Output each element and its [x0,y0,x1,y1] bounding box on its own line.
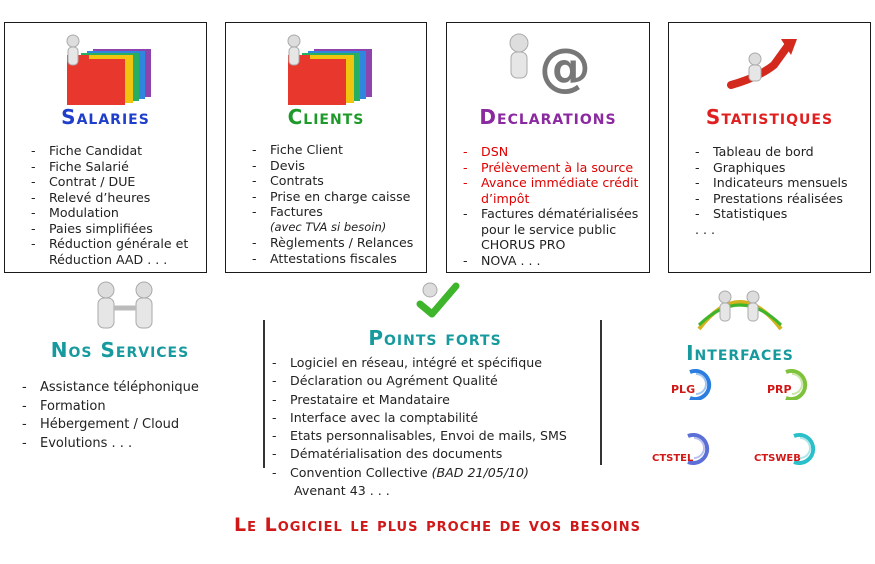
ctsweb-label: CTSWEB [754,453,801,464]
list-item: - Hébergement / Cloud [22,416,199,435]
handshake-icon [90,280,160,332]
list-item: - Assistance téléphonique [22,379,199,398]
list-item: - Paies simplifiées [31,221,188,237]
list-item: - Prélèvement à la source [463,160,638,176]
list-item-continuation: Réduction AAD . . . [49,251,168,267]
list-item: - Dématérialisation des documents [272,445,567,463]
statistiques-list [695,144,848,237]
svg-text:@: @ [539,38,591,98]
list-item: - Avance immédiate crédit [463,175,638,191]
declarations-title: Declarations [479,105,617,129]
list-item-continuation: Avenant 43 . . . [294,483,390,499]
clients-title: Clients [287,105,365,129]
list-item: - Attestations fiscales [252,251,413,267]
list-item: - Prestataire et Mandataire [272,391,567,409]
list-item: - Indicateurs mensuels [695,175,848,191]
list-item: - Factures dématérialisées [463,206,638,222]
ctstel-logo [652,432,720,466]
list-item-continuation: pour le service public [481,221,617,237]
convention-label: Convention Collective [290,464,428,480]
tagline: Le Logiciel le plus proche de vos besoins [233,514,642,536]
list-item: - Contrats [252,173,413,189]
clients-list [252,142,413,266]
interfaces-title: Interfaces [686,341,794,365]
list-item: - Evolutions . . . [22,435,199,454]
plg-logo [668,366,720,400]
list-item: - Fiche Candidat [31,143,188,159]
list-item: - Etats personnalisables, Envoi de mails, SMS [272,427,567,445]
ctstel-label: CTSTEL [652,453,694,464]
list-item: - Contrat / DUE [31,174,188,190]
checkmark-icon [412,280,462,320]
list-item: - Relevé d’heures [31,190,188,206]
list-item: - Factures [252,204,413,220]
divider-left [263,320,265,468]
list-item: - Prestations réalisées [695,191,848,207]
folders-icon [226,25,428,105]
salaries-title: Salaries [61,105,150,129]
list-item: - Réduction générale et [31,236,188,252]
list-item: - Modulation [31,205,188,221]
folders-icon [5,25,208,105]
declarations-panel [446,22,650,273]
divider-right [600,320,602,465]
list-item-continuation: CHORUS PRO [481,237,566,252]
list-item: - Déclaration ou Agrément Qualité [272,372,567,390]
points-forts-list [272,354,567,500]
prp-label: PRP [767,383,792,396]
convention-note: (BAD 21/05/10) [431,464,529,480]
statistiques-title: Statistiques [705,105,834,129]
growth-arrow-icon [669,25,872,105]
list-item: - Graphiques [695,160,848,176]
network-icon [695,285,785,333]
nos-services-title: Nos Services [50,338,190,362]
salaries-panel [4,22,207,273]
nos-services-list [22,379,199,453]
plg-label: PLG [671,383,696,396]
declarations-list [463,144,638,268]
list-item: - DSN [463,144,638,160]
list-item: - Logiciel en réseau, intégré et spécifique [272,354,567,372]
list-item: - Fiche Salarié [31,159,188,175]
list-item-continuation: d’impôt [481,190,530,206]
list-more: . . . [695,221,716,237]
points-forts-title: Points forts [368,326,502,350]
list-item: - Devis [252,158,413,174]
list-item: - Statistiques [695,206,848,222]
list-item: - Tableau de bord [695,144,848,160]
list-item: - Règlements / Relances [252,235,413,251]
salaries-list [31,143,188,267]
prp-logo [764,366,816,400]
list-item: - Formation [22,398,199,417]
at-sign-icon [447,25,651,105]
list-item: - Prise en charge caisse [252,189,413,205]
clients-panel [225,22,427,273]
statistiques-panel [668,22,871,273]
list-note: (avec TVA si besoin) [270,219,387,234]
list-item: - NOVA . . . [463,253,638,269]
list-item: - Interface avec la comptabilité [272,409,567,427]
ctsweb-logo [754,432,826,466]
list-item [272,464,567,482]
list-item: - Fiche Client [252,142,413,158]
